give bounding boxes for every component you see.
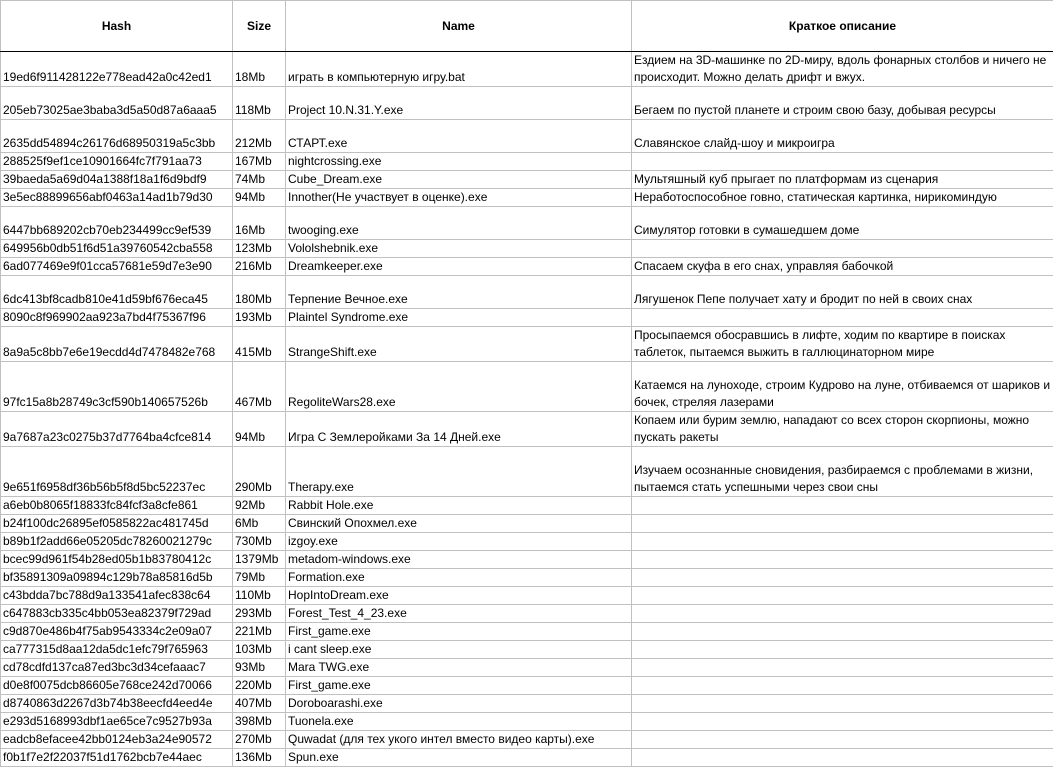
- description-cell[interactable]: [632, 731, 1053, 749]
- description-cell[interactable]: [632, 677, 1053, 695]
- hash-cell[interactable]: 8a9a5c8bb7e6e19ecdd4d7478482e768: [1, 327, 233, 362]
- name-cell[interactable]: i cant sleep.exe: [286, 641, 632, 659]
- name-cell[interactable]: Forest_Test_4_23.exe: [286, 605, 632, 623]
- hash-cell[interactable]: c647883cb335c4bb053ea82379f729ad: [1, 605, 233, 623]
- table-row: [1, 641, 1053, 659]
- table-row: [1, 623, 1053, 641]
- size-cell[interactable]: 398Mb: [233, 713, 286, 731]
- size-cell[interactable]: 93Mb: [233, 659, 286, 677]
- name-cell[interactable]: Tuonela.exe: [286, 713, 632, 731]
- description-cell[interactable]: Изучаем осознанные сновидения, разбираемся с проблемами в жизни, пытаемся стать успешными через свои сны: [632, 447, 1053, 497]
- table-row: [1, 412, 1053, 447]
- hash-cell[interactable]: eadcb8efacee42bb0124eb3a24e90572: [1, 731, 233, 749]
- size-cell[interactable]: 290Mb: [233, 447, 286, 497]
- table-row: [1, 276, 1053, 309]
- size-cell[interactable]: 136Mb: [233, 749, 286, 767]
- table-row: [1, 749, 1053, 767]
- description-cell[interactable]: Копаем или бурим землю, нападают со всех сторон скорпионы, можно пускать ракеты: [632, 412, 1053, 447]
- header-row: [1, 1, 1053, 52]
- description-cell[interactable]: [632, 153, 1053, 171]
- size-cell[interactable]: 407Mb: [233, 695, 286, 713]
- size-cell[interactable]: 79Mb: [233, 569, 286, 587]
- hash-cell[interactable]: 3e5ec88899656abf0463a14ad1b79d30: [1, 189, 233, 207]
- description-cell[interactable]: [632, 695, 1053, 713]
- table-row: [1, 52, 1053, 87]
- table-row: [1, 189, 1053, 207]
- description-cell[interactable]: [632, 605, 1053, 623]
- size-cell[interactable]: 103Mb: [233, 641, 286, 659]
- name-cell[interactable]: Cube_Dream.exe: [286, 171, 632, 189]
- name-cell[interactable]: First_game.exe: [286, 623, 632, 641]
- size-cell[interactable]: 74Mb: [233, 171, 286, 189]
- hash-cell[interactable]: 39baeda5a69d04a1388f18a1f6d9bdf9: [1, 171, 233, 189]
- size-cell[interactable]: 94Mb: [233, 412, 286, 447]
- name-cell[interactable]: Plaintel Syndrome.exe: [286, 309, 632, 327]
- hash-cell[interactable]: b24f100dc26895ef0585822ac481745d: [1, 515, 233, 533]
- size-cell[interactable]: 467Mb: [233, 362, 286, 412]
- description-cell[interactable]: [632, 515, 1053, 533]
- table-row: [1, 587, 1053, 605]
- hash-cell[interactable]: b89b1f2add66e05205dc78260021279c: [1, 533, 233, 551]
- size-cell[interactable]: 180Mb: [233, 276, 286, 309]
- table-row: [1, 362, 1053, 412]
- table-row: [1, 605, 1053, 623]
- name-cell[interactable]: RegoliteWars28.exe: [286, 362, 632, 412]
- hash-cell[interactable]: 8090c8f969902aa923a7bd4f75367f96: [1, 309, 233, 327]
- name-cell[interactable]: Innother(Не участвует в оценке).exe: [286, 189, 632, 207]
- table-row: [1, 713, 1053, 731]
- name-cell[interactable]: twooging.exe: [286, 207, 632, 240]
- size-cell[interactable]: 92Mb: [233, 497, 286, 515]
- table-row: [1, 258, 1053, 276]
- name-cell[interactable]: nightcrossing.exe: [286, 153, 632, 171]
- name-cell[interactable]: Vololshebnik.exe: [286, 240, 632, 258]
- description-cell[interactable]: [632, 659, 1053, 677]
- description-cell[interactable]: Катаемся на луноходе, строим Кудрово на луне, отбиваемся от шариков и бочек, стреляя лазерами: [632, 362, 1053, 412]
- name-cell[interactable]: metadom-windows.exe: [286, 551, 632, 569]
- hash-cell[interactable]: c43bdda7bc788d9a133541afec838c64: [1, 587, 233, 605]
- name-cell[interactable]: СТАРТ.exe: [286, 120, 632, 153]
- name-cell[interactable]: Doroboarashi.exe: [286, 695, 632, 713]
- description-cell[interactable]: Бегаем по пустой планете и строим свою базу, добывая ресурсы: [632, 87, 1053, 120]
- description-cell[interactable]: [632, 623, 1053, 641]
- table-row: [1, 497, 1053, 515]
- table-row: [1, 569, 1053, 587]
- size-cell[interactable]: 270Mb: [233, 731, 286, 749]
- hash-cell[interactable]: 9a7687a23c0275b37d7764ba4cfce814: [1, 412, 233, 447]
- name-cell[interactable]: Therapy.exe: [286, 447, 632, 497]
- description-cell[interactable]: [632, 749, 1053, 767]
- name-cell[interactable]: HopIntoDream.exe: [286, 587, 632, 605]
- size-cell[interactable]: 167Mb: [233, 153, 286, 171]
- description-cell[interactable]: [632, 641, 1053, 659]
- hash-cell[interactable]: 288525f9ef1ce10901664fc7f791aa73: [1, 153, 233, 171]
- name-cell[interactable]: Quwadat (для тех укого интел вместо видео карты).exe: [286, 731, 632, 749]
- name-cell[interactable]: StrangeShift.exe: [286, 327, 632, 362]
- table-row: [1, 153, 1053, 171]
- description-cell[interactable]: Спасаем скуфа в его снах, управляя бабочкой: [632, 258, 1053, 276]
- size-cell[interactable]: 193Mb: [233, 309, 286, 327]
- table-row: [1, 171, 1053, 189]
- table-row: [1, 309, 1053, 327]
- table-row: [1, 447, 1053, 497]
- size-cell[interactable]: 18Mb: [233, 52, 286, 87]
- hash-cell[interactable]: 649956b0db51f6d51a39760542cba558: [1, 240, 233, 258]
- name-cell[interactable]: Dreamkeeper.exe: [286, 258, 632, 276]
- name-cell[interactable]: Project 10.N.31.Y.exe: [286, 87, 632, 120]
- size-cell[interactable]: 110Mb: [233, 587, 286, 605]
- table-row: [1, 327, 1053, 362]
- size-cell[interactable]: 216Mb: [233, 258, 286, 276]
- hash-cell[interactable]: d8740863d2267d3b74b38eecfd4eed4e: [1, 695, 233, 713]
- hash-cell[interactable]: 6dc413bf8cadb810e41d59bf676eca45: [1, 276, 233, 309]
- description-cell[interactable]: Мультяшный куб прыгает по платформам из сценария: [632, 171, 1053, 189]
- header-size[interactable]: Size: [233, 1, 286, 52]
- size-cell[interactable]: 212Mb: [233, 120, 286, 153]
- description-cell[interactable]: Симулятор готовки в сумашедшем доме: [632, 207, 1053, 240]
- description-cell[interactable]: [632, 551, 1053, 569]
- header-name[interactable]: Name: [286, 1, 632, 52]
- size-cell[interactable]: 16Mb: [233, 207, 286, 240]
- name-cell[interactable]: izgoy.exe: [286, 533, 632, 551]
- description-cell[interactable]: [632, 533, 1053, 551]
- size-cell[interactable]: 415Mb: [233, 327, 286, 362]
- size-cell[interactable]: 94Mb: [233, 189, 286, 207]
- size-cell[interactable]: 1379Mb: [233, 551, 286, 569]
- name-cell[interactable]: First_game.exe: [286, 677, 632, 695]
- name-cell[interactable]: Rabbit Hole.exe: [286, 497, 632, 515]
- hash-cell[interactable]: a6eb0b8065f18833fc84fcf3a8cfe861: [1, 497, 233, 515]
- description-cell[interactable]: [632, 569, 1053, 587]
- table-row: [1, 677, 1053, 695]
- hash-cell[interactable]: ca777315d8aa12da5dc1efc79f765963: [1, 641, 233, 659]
- name-cell[interactable]: Spun.exe: [286, 749, 632, 767]
- header-description[interactable]: Краткое описание: [632, 1, 1053, 52]
- name-cell[interactable]: Mara TWG.exe: [286, 659, 632, 677]
- size-cell[interactable]: 293Mb: [233, 605, 286, 623]
- size-cell[interactable]: 123Mb: [233, 240, 286, 258]
- hash-cell[interactable]: 6447bb689202cb70eb234499cc9ef539: [1, 207, 233, 240]
- hash-cell[interactable]: 19ed6f911428122e778ead42a0c42ed1: [1, 52, 233, 87]
- description-cell[interactable]: Ездием на 3D-машинке по 2D-миру, вдоль фонарных столбов и ничего не происходит. Можно делать дрифт и вжух.: [632, 52, 1053, 87]
- description-cell[interactable]: [632, 309, 1053, 327]
- table-row: [1, 551, 1053, 569]
- name-cell[interactable]: играть в компьютерную игру.bat: [286, 52, 632, 87]
- description-cell[interactable]: Просыпаемся обосравшись в лифте, ходим по квартире в поисках таблеток, пытаемся выжить в галлюцинаторном мире: [632, 327, 1053, 362]
- description-cell[interactable]: Неработоспособное говно, статическая картинка, нирикоминдую: [632, 189, 1053, 207]
- hash-cell[interactable]: bf35891309a09894c129b78a85816d5b: [1, 569, 233, 587]
- hash-cell[interactable]: c9d870e486b4f75ab9543334c2e09a07: [1, 623, 233, 641]
- hash-cell[interactable]: 205eb73025ae3baba3d5a50d87a6aaa5: [1, 87, 233, 120]
- description-cell[interactable]: [632, 587, 1053, 605]
- name-cell[interactable]: Терпение Вечное.exe: [286, 276, 632, 309]
- size-cell[interactable]: 118Mb: [233, 87, 286, 120]
- table-row: [1, 120, 1053, 153]
- table-row: [1, 240, 1053, 258]
- description-cell[interactable]: Славянское слайд-шоу и микроигра: [632, 120, 1053, 153]
- name-cell[interactable]: Свинский Опохмел.exe: [286, 515, 632, 533]
- table-row: [1, 533, 1053, 551]
- name-cell[interactable]: Игра С Землеройками За 14 Дней.exe: [286, 412, 632, 447]
- name-cell[interactable]: Formation.exe: [286, 569, 632, 587]
- table-row: [1, 207, 1053, 240]
- hash-cell[interactable]: 2635dd54894c26176d68950319a5c3bb: [1, 120, 233, 153]
- hash-cell[interactable]: e293d5168993dbf1ae65ce7c9527b93a: [1, 713, 233, 731]
- description-cell[interactable]: Лягушенок Пепе получает хату и бродит по ней в своих снах: [632, 276, 1053, 309]
- hash-cell[interactable]: 9e651f6958df36b56b5f8d5bc52237ec: [1, 447, 233, 497]
- size-cell[interactable]: 220Mb: [233, 677, 286, 695]
- table-row: [1, 731, 1053, 749]
- size-cell[interactable]: 221Mb: [233, 623, 286, 641]
- description-cell[interactable]: [632, 497, 1053, 515]
- table-row: [1, 87, 1053, 120]
- hash-cell[interactable]: 6ad077469e9f01cca57681e59d7e3e90: [1, 258, 233, 276]
- size-cell[interactable]: 6Mb: [233, 515, 286, 533]
- hash-cell[interactable]: f0b1f7e2f22037f51d1762bcb7e44aec: [1, 749, 233, 767]
- hash-cell[interactable]: d0e8f0075dcb86605e768ce242d70066: [1, 677, 233, 695]
- description-cell[interactable]: [632, 240, 1053, 258]
- size-cell[interactable]: 730Mb: [233, 533, 286, 551]
- hash-cell[interactable]: cd78cdfd137ca87ed3bc3d34cefaaac7: [1, 659, 233, 677]
- table-row: [1, 659, 1053, 677]
- table-row: [1, 515, 1053, 533]
- description-cell[interactable]: [632, 713, 1053, 731]
- header-hash[interactable]: Hash: [1, 1, 233, 52]
- table-row: [1, 695, 1053, 713]
- hash-cell[interactable]: bcec99d961f54b28ed05b1b83780412c: [1, 551, 233, 569]
- hash-cell[interactable]: 97fc15a8b28749c3cf590b140657526b: [1, 362, 233, 412]
